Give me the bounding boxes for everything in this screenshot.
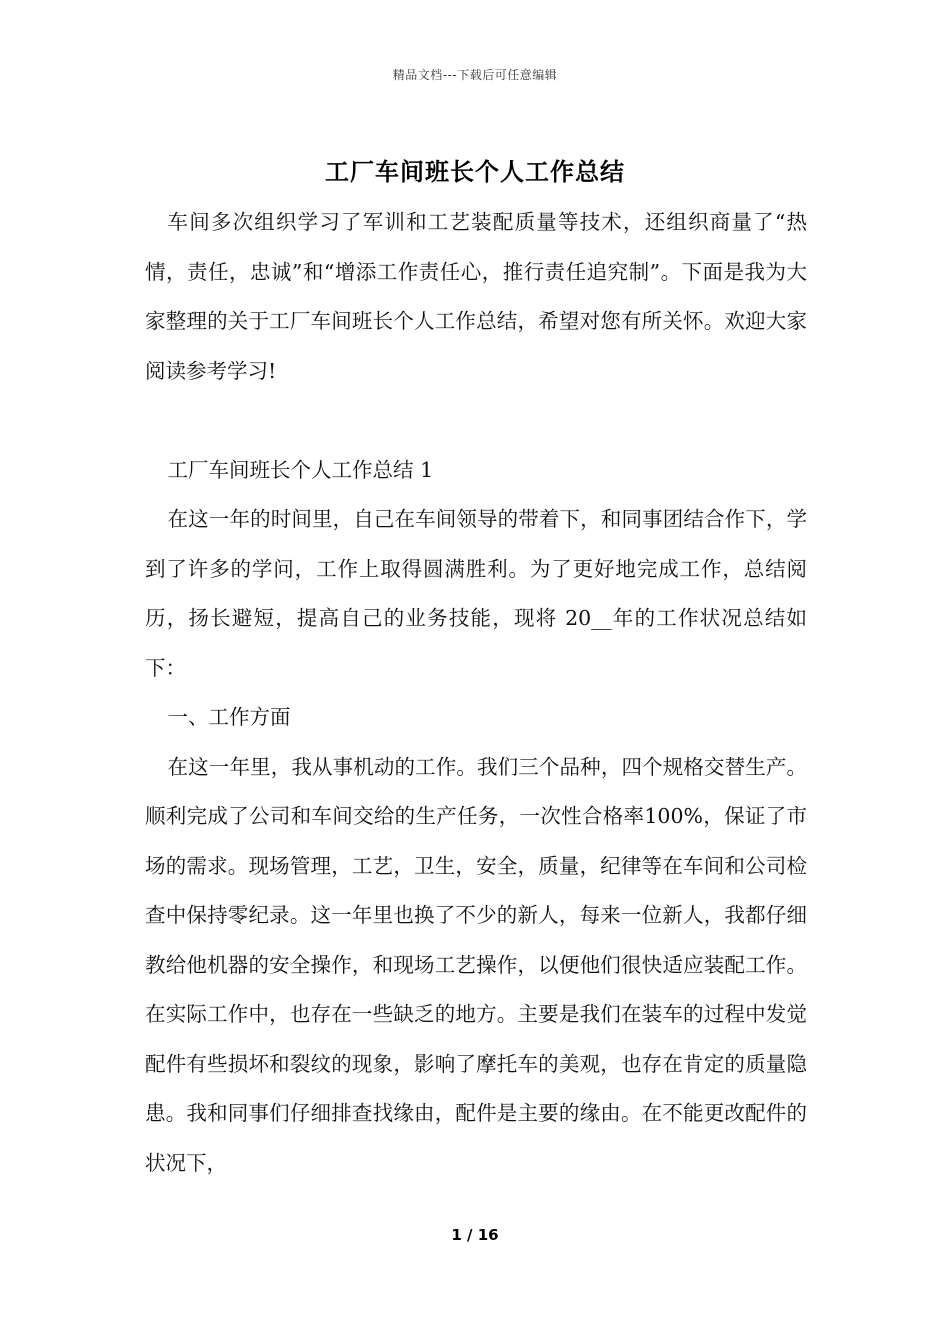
section-title: 工厂车间班长个人工作总结 1 — [167, 457, 434, 482]
document-title: 工厂车间班长个人工作总结 — [325, 157, 625, 186]
blank-line — [145, 396, 807, 446]
paragraph-2: 在这一年里，我从事机动的工作。我们三个品种，四个规格交替生产。顺利完成了公司和车间交给的生产任务，一次性合格率100%，保证了市场的需求。现场管理，工艺，卫生，安全，质量，纪律等在车间和公司检查中保持零纪录。这一年里也换了不少的新人，每来一位新人，我都仔细教给他机器的安全操作，和现场工艺操作，以便他们很快适应装配工作。在实际工作中，也存在一些缺乏的地方。主要是我们在装车的过程中发觉配件有些损坏和裂纹的现象，影响了摩托车的美观，也存在肯定的质量隐患。我和同事们仔细排查找缘由，配件是主要的缘由。在不能更改配件的状况下， — [145, 754, 807, 1175]
intro-paragraph: 车间多次组织学习了军训和工艺装配质量等技术，还组织商量了“热情，责任，忠诚”和“增添工作责任心，推行责任追究制”。下面是我为大家整理的关于工厂车间班长个人工作总结，希望对您有所关怀。欢迎大家阅读参考学习! — [145, 210, 807, 383]
header-note: 精品文档---下载后可任意编辑 — [392, 68, 558, 82]
document-body — [145, 198, 807, 1188]
paragraph-1: 在这一年的时间里，自己在车间领导的带着下，和同事团结合作下，学到了许多的学问，工作上取得圆满胜利。为了更好地完成工作，总结阅历，扬长避短，提高自己的业务技能，现将 20__年的工作状况总结如下： — [145, 507, 807, 680]
page-number: 1 / 16 — [451, 1226, 499, 1244]
subheading-work: 一、工作方面 — [167, 705, 291, 729]
